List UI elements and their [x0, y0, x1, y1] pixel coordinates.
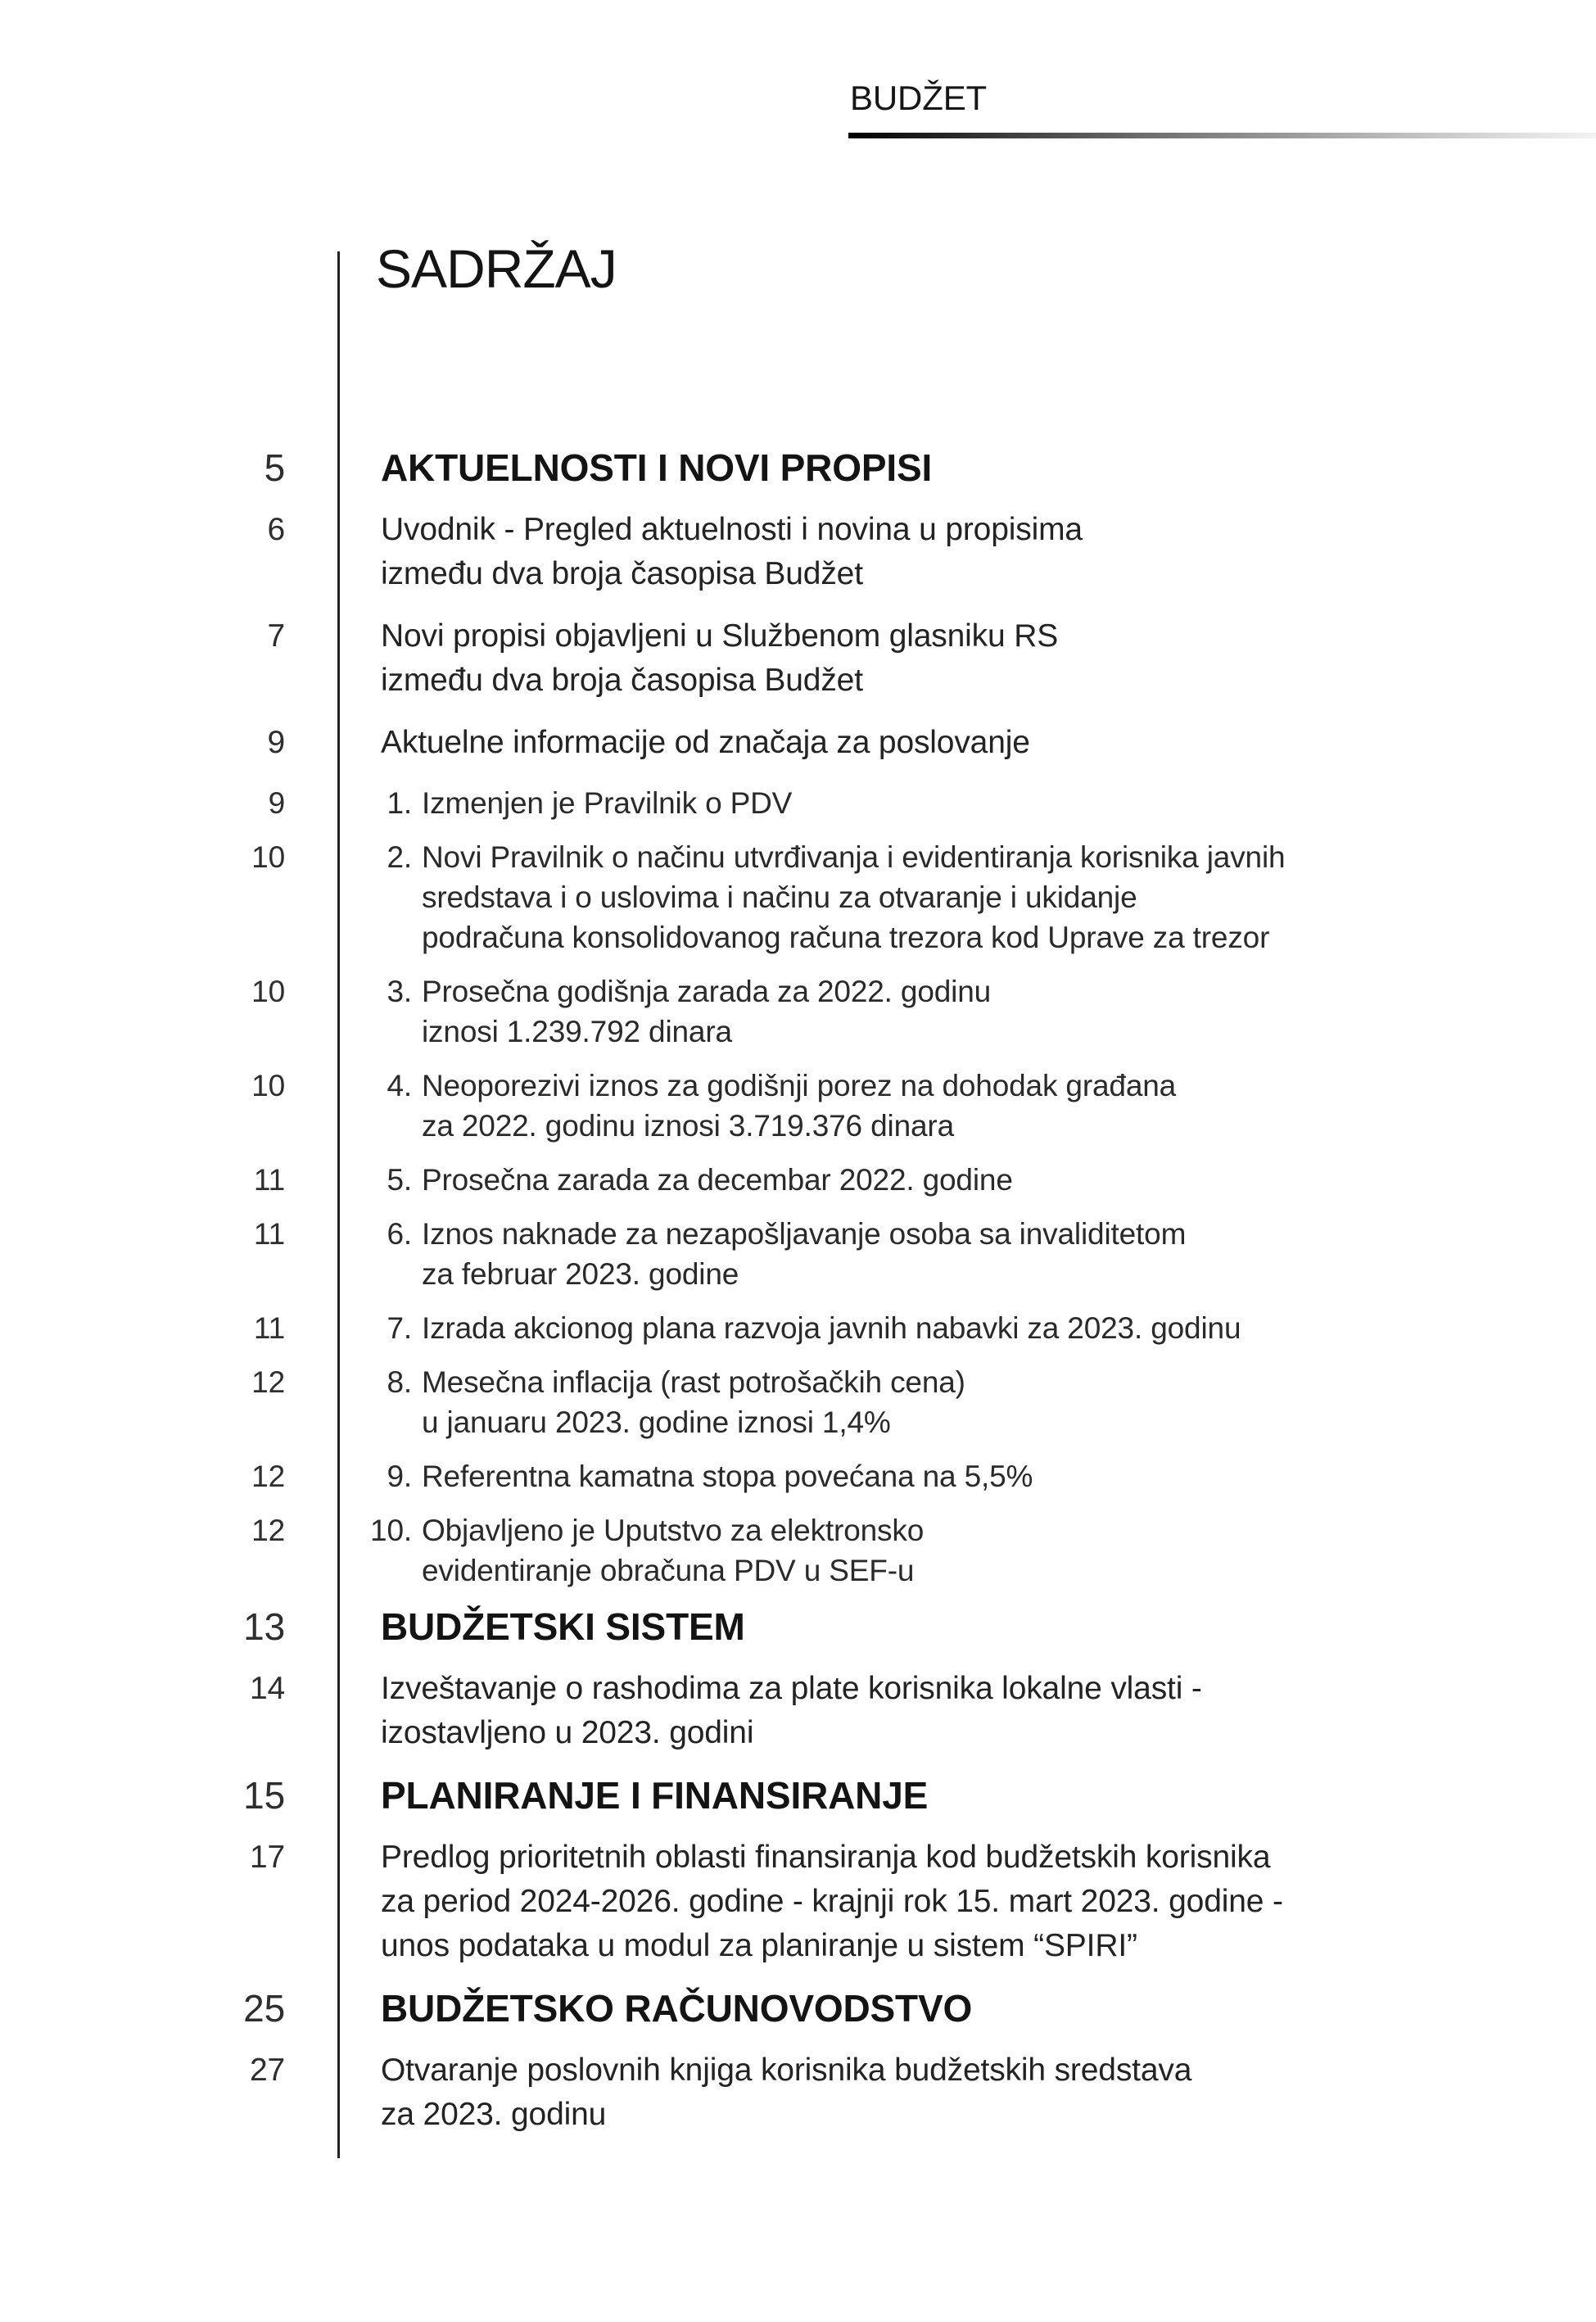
toc-row: [0, 1066, 1596, 1146]
toc-row: [0, 508, 1596, 596]
toc-entry-line: Izveštavanje o rashodima za plate korisnika lokalne vlasti -: [381, 1671, 1202, 1706]
toc-entry-text: [422, 837, 1285, 957]
toc-page-number: 12: [251, 1460, 285, 1493]
toc-row: [0, 1308, 1596, 1348]
toc-entry: [364, 837, 1285, 957]
toc-page-number: 27: [249, 2053, 285, 2088]
toc-entry-line: AKTUELNOSTI I NOVI PROPISI: [381, 446, 933, 489]
toc-entry: [381, 721, 1030, 765]
toc-row: [0, 1362, 1596, 1442]
toc-row: [0, 1160, 1596, 1200]
toc-row: [0, 614, 1596, 703]
toc-entry-line: podračuna konsolidovanog računa trezora kod Uprave za trezor: [422, 921, 1270, 954]
toc-page-number: 25: [243, 1987, 285, 2030]
toc-entry-text: [422, 783, 792, 823]
toc-entry-line: Neoporezivi iznos za godišnji porez na dohodak građana: [422, 1069, 1177, 1102]
toc-item-number: 4.: [387, 1069, 412, 1102]
toc-row: [0, 783, 1596, 823]
toc-entry: [381, 1986, 972, 2030]
toc-entry-line: Otvaranje poslovnih knjiga korisnika budžetskih sredstava: [381, 2053, 1192, 2088]
toc-entry-line: sredstava i o uslovima i načinu za otvaranje i ukidanje: [422, 880, 1137, 914]
toc-item-number: 1.: [387, 786, 412, 820]
toc-page-number: 14: [249, 1671, 285, 1706]
toc-row: [0, 1605, 1596, 1649]
toc-page-number: 17: [249, 1840, 285, 1875]
toc-entry-line: između dva broja časopisa Budžet: [381, 663, 863, 698]
toc-row: [0, 971, 1596, 1052]
toc-entry-line: evidentiranje obračuna PDV u SEF-u: [422, 1554, 915, 1587]
toc-row: [0, 2048, 1596, 2137]
toc-row: [0, 721, 1596, 765]
toc-entry-line: između dva broja časopisa Budžet: [381, 556, 863, 591]
toc-entry: [364, 1160, 1013, 1200]
toc-entry-line: iznosi 1.239.792 dinara: [422, 1015, 732, 1048]
toc-entry-text: [422, 1066, 1176, 1146]
toc-entry-text: [422, 971, 991, 1052]
toc-page-number: 10: [251, 840, 285, 874]
toc-item-number: 6.: [387, 1217, 412, 1251]
toc-entry-line: unos podataka u modul za planiranje u sistem “SPIRI”: [381, 1928, 1137, 1963]
toc-entry-line: u januaru 2023. godine iznosi 1,4%: [422, 1405, 891, 1439]
toc-item-number: 5.: [387, 1163, 412, 1197]
toc-row: [0, 1510, 1596, 1591]
toc-item-number: 2.: [387, 840, 412, 874]
toc-row: [0, 1835, 1596, 1968]
toc-page-number: 10: [251, 1069, 285, 1102]
toc-entry-line: BUDŽETSKI SISTEM: [381, 1605, 745, 1648]
toc-row: [0, 446, 1596, 490]
toc-row: [0, 1214, 1596, 1294]
toc-entry: [381, 508, 1083, 596]
toc-page-number: 12: [251, 1365, 285, 1399]
toc-entry: [364, 783, 792, 823]
toc-entry-line: za period 2024-2026. godine - krajnji rok 15. mart 2023. godine -: [381, 1884, 1283, 1919]
toc-item-number: 10.: [370, 1514, 412, 1547]
toc-item-number: 3.: [387, 975, 412, 1008]
toc-entry-line: Novi propisi objavljeni u Službenom glasniku RS: [381, 618, 1059, 654]
toc-row: [0, 1456, 1596, 1496]
toc-entry-line: Predlog prioritetnih oblasti finansiranja kod budžetskih korisnika: [381, 1840, 1271, 1875]
toc-entry-line: Prosečna zarada za decembar 2022. godine: [422, 1163, 1013, 1197]
toc-entry-line: Mesečna inflacija (rast potrošačkih cena): [422, 1365, 965, 1399]
toc-entry: [364, 971, 991, 1052]
toc-page-number: 11: [253, 1311, 285, 1345]
magazine-title: BUDŽET: [850, 79, 988, 117]
toc-entry-line: Izrada akcionog plana razvoja javnih nabavki za 2023. godinu: [422, 1311, 1241, 1345]
toc-entry: [381, 1835, 1283, 1968]
toc-page-number: 6: [267, 512, 285, 547]
toc-list: [0, 446, 1596, 2155]
toc-item-number: 7.: [387, 1311, 412, 1345]
header-gradient-rule: [848, 133, 1596, 138]
toc-entry-line: Prosečna godišnja zarada za 2022. godinu: [422, 975, 992, 1008]
toc-entry-line: BUDŽETSKO RAČUNOVODSTVO: [381, 1987, 973, 2030]
toc-page-number: 13: [243, 1605, 285, 1648]
toc-entry: [364, 1362, 965, 1442]
toc-entry-text: [422, 1160, 1013, 1200]
toc-page-number: 15: [243, 1774, 285, 1817]
toc-item-number: 9.: [387, 1460, 412, 1493]
toc-entry-line: Uvodnik - Pregled aktuelnosti i novina u propisima: [381, 512, 1083, 547]
toc-page-number: 10: [251, 975, 285, 1008]
toc-row: [0, 1667, 1596, 1755]
toc-entry-text: [422, 1214, 1186, 1294]
toc-page-number: 7: [267, 618, 285, 654]
toc-entry: [381, 2048, 1191, 2137]
toc-item-number: 8.: [387, 1365, 412, 1399]
toc-row: [0, 1773, 1596, 1817]
toc-page-number: 5: [264, 446, 285, 489]
toc-entry: [381, 1773, 928, 1817]
toc-entry: [381, 1605, 745, 1649]
toc-page-number: 9: [268, 786, 285, 820]
toc-entry: [364, 1066, 1176, 1146]
toc-entry-text: [422, 1308, 1241, 1348]
toc-entry-line: Objavljeno je Uputstvo za elektronsko: [422, 1514, 925, 1547]
toc-entry-line: za 2023. godinu: [381, 2097, 607, 2132]
toc-entry: [364, 1510, 924, 1591]
toc-row: [0, 837, 1596, 957]
toc-entry: [364, 1308, 1241, 1348]
toc-entry-line: PLANIRANJE I FINANSIRANJE: [381, 1774, 929, 1817]
toc-entry-line: Izmenjen je Pravilnik o PDV: [422, 786, 793, 820]
toc-entry-text: [422, 1510, 924, 1591]
toc-entry-line: Aktuelne informacije od značaja za poslovanje: [381, 725, 1030, 760]
toc-entry-line: Novi Pravilnik o načinu utvrđivanja i evidentiranja korisnika javnih: [422, 840, 1286, 874]
toc-entry-line: za februar 2023. godine: [422, 1257, 739, 1291]
toc-entry-text: [422, 1362, 965, 1442]
toc-row: [0, 1986, 1596, 2030]
toc-page-number: 11: [253, 1163, 285, 1197]
toc-page-number: 11: [253, 1217, 285, 1251]
toc-entry-line: Referentna kamatna stopa povećana na 5,5%: [422, 1460, 1033, 1493]
toc-entry: [381, 446, 932, 490]
toc-entry-line: Iznos naknade za nezapošljavanje osoba sa invaliditetom: [422, 1217, 1187, 1251]
page-title: SADRŽAJ: [376, 238, 617, 299]
toc-page-number: 9: [267, 725, 285, 760]
toc-entry: [364, 1456, 1033, 1496]
toc-entry-line: za 2022. godinu iznosi 3.719.376 dinara: [422, 1109, 954, 1143]
toc-entry-line: izostavljeno u 2023. godini: [381, 1715, 754, 1750]
toc-entry: [364, 1214, 1186, 1294]
toc-entry: [381, 614, 1058, 703]
toc-entry: [381, 1667, 1202, 1755]
toc-entry-text: [422, 1456, 1033, 1496]
toc-page-number: 12: [251, 1514, 285, 1547]
